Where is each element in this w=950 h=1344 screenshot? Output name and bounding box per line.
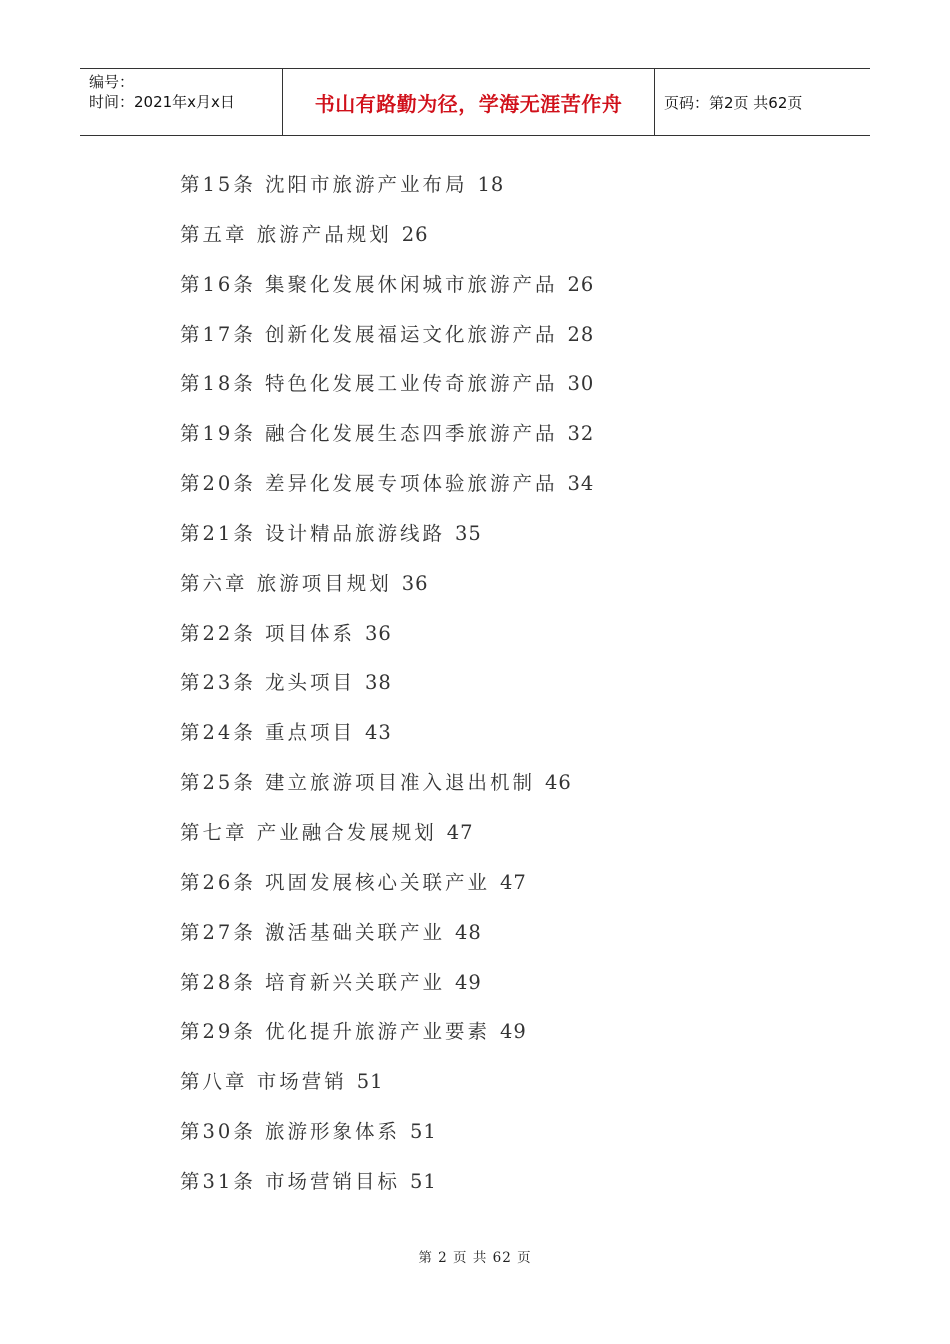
toc-entry[interactable] [180, 758, 594, 808]
header-meta [80, 69, 282, 135]
toc-entry[interactable] [180, 160, 594, 210]
toc-entry-page: 26 [567, 272, 595, 296]
toc-entry[interactable] [180, 310, 594, 360]
toc-entry-page: 46 [545, 771, 572, 795]
table-of-contents [180, 160, 594, 1207]
toc-entry-title: 第30条 旅游形象体系 [180, 1120, 401, 1144]
toc-entry-title: 第25条 建立旅游项目准入退出机制 [180, 771, 536, 795]
toc-entry-title: 第22条 项目体系 [180, 621, 356, 645]
toc-entry-page: 47 [500, 870, 527, 894]
toc-entry-title: 第15条 沈阳市旅游产业布局 [180, 173, 468, 196]
toc-entry-title: 第六章 旅游项目规划 [180, 571, 392, 595]
toc-entry[interactable] [180, 808, 594, 858]
page-footer: 第 2 页 共 62 页 [418, 1250, 532, 1266]
toc-entry-page: 51 [410, 1169, 437, 1193]
toc-entry-page: 36 [401, 571, 429, 595]
header-number-label: 编号： [89, 73, 135, 91]
header-time-label: 时间：2021年x月x日 [89, 93, 235, 111]
toc-entry-title: 第24条 重点项目 [180, 721, 356, 745]
toc-entry-page: 51 [356, 1070, 384, 1094]
toc-entry[interactable] [180, 1157, 594, 1207]
toc-entry-title: 第五章 旅游产品规划 [180, 222, 392, 246]
toc-entry-title: 第18条 特色化发展工业传奇旅游产品 [180, 372, 558, 396]
toc-entry-page: 38 [365, 671, 392, 695]
toc-entry[interactable] [180, 609, 594, 659]
header-motto: 书山有路勤为径，学海无涯苦作舟 [282, 69, 655, 135]
toc-entry-title: 第28条 培育新兴关联产业 [180, 970, 446, 994]
toc-entry-page: 35 [455, 521, 482, 545]
header-page-info: 页码：第2页 共62页 [664, 93, 803, 112]
toc-entry-page: 36 [365, 621, 392, 645]
toc-entry-page: 18 [477, 173, 505, 196]
toc-entry[interactable] [180, 509, 594, 559]
toc-entry-title: 第七章 产业融合发展规划 [180, 820, 437, 844]
toc-entry[interactable] [180, 260, 594, 310]
toc-entry-page: 34 [567, 472, 595, 496]
toc-entry-title: 第19条 融合化发展生态四季旅游产品 [180, 422, 558, 446]
toc-entry[interactable] [180, 1057, 594, 1107]
toc-entry-page: 51 [410, 1120, 437, 1144]
toc-entry-title: 第16条 集聚化发展休闲城市旅游产品 [180, 272, 558, 296]
toc-entry-title: 第20条 差异化发展专项体验旅游产品 [180, 472, 558, 496]
toc-entry-title: 第27条 激活基础关联产业 [180, 920, 446, 944]
toc-entry[interactable] [180, 1107, 594, 1157]
toc-entry-title: 第21条 设计精品旅游线路 [180, 521, 446, 545]
toc-entry[interactable] [180, 908, 594, 958]
toc-entry-page: 47 [446, 820, 474, 844]
toc-entry-page: 26 [401, 222, 429, 246]
toc-entry[interactable] [180, 459, 594, 509]
toc-entry[interactable] [180, 658, 594, 708]
toc-entry[interactable] [180, 359, 594, 409]
toc-entry-title: 第31条 市场营销目标 [180, 1169, 401, 1193]
toc-entry-page: 30 [567, 372, 595, 396]
page-header [80, 68, 870, 136]
toc-entry[interactable] [180, 210, 594, 260]
toc-entry[interactable] [180, 708, 594, 758]
toc-entry-title: 第17条 创新化发展福运文化旅游产品 [180, 322, 558, 346]
toc-entry[interactable] [180, 559, 594, 609]
toc-entry-page: 32 [567, 422, 595, 446]
toc-entry-title: 第23条 龙头项目 [180, 671, 356, 695]
toc-entry-page: 28 [567, 322, 595, 346]
toc-entry-page: 49 [455, 970, 482, 994]
toc-entry[interactable] [180, 1007, 594, 1057]
toc-entry-page: 48 [455, 920, 482, 944]
toc-entry-title: 第26条 巩固发展核心关联产业 [180, 870, 491, 894]
toc-entry[interactable] [180, 409, 594, 459]
toc-entry-title: 第八章 市场营销 [180, 1070, 347, 1094]
toc-entry[interactable] [180, 958, 594, 1008]
toc-entry-page: 49 [500, 1020, 527, 1044]
toc-entry-page: 43 [365, 721, 392, 745]
toc-entry[interactable] [180, 858, 594, 908]
toc-entry-title: 第29条 优化提升旅游产业要素 [180, 1020, 491, 1044]
